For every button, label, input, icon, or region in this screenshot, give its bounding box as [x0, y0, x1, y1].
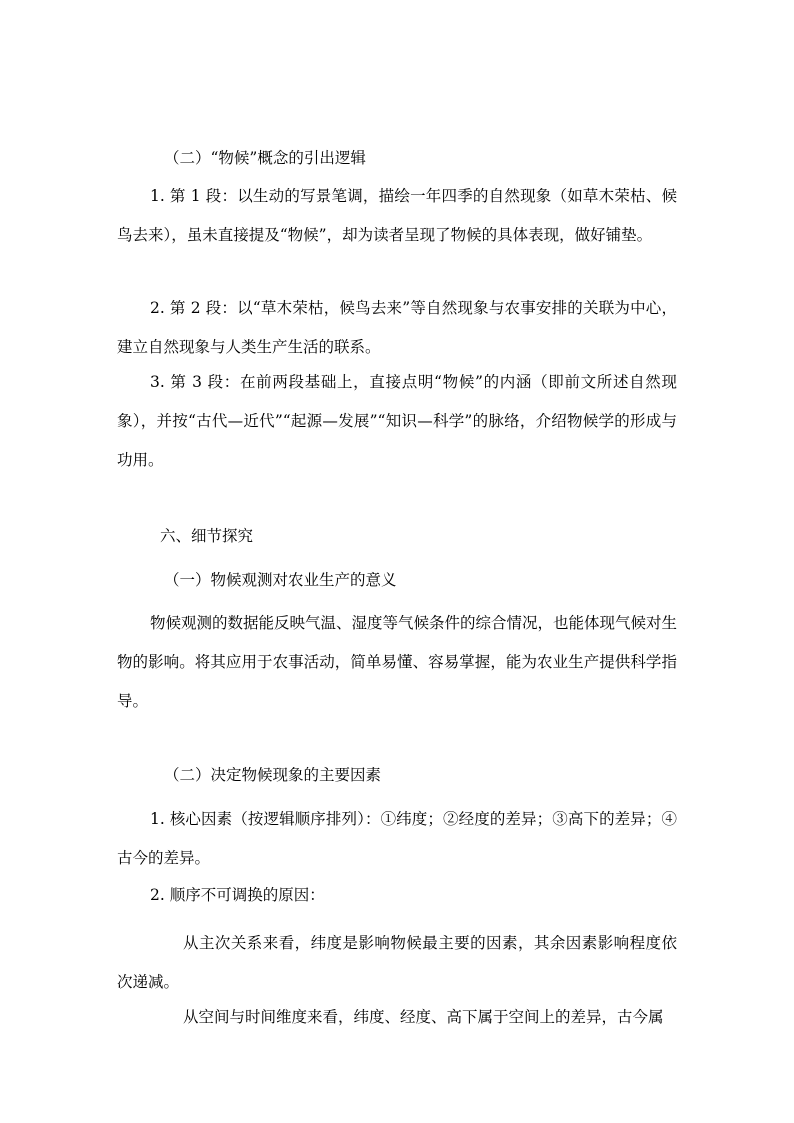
subheading-factors: （二）决定物候现象的主要因素	[164, 766, 382, 784]
factors-item-2: 2. 顺序不可调换的原因：	[150, 886, 325, 904]
concept-item-2: 2. 第 2 段：以“草木荣枯，候鸟去来”等自然现象与农事安排的关联为中心，建立自然现象与人类生产生活的联系。	[117, 299, 677, 356]
section-heading-detail: 六、细节探究	[160, 527, 254, 545]
subheading-significance: （一）物候观测对农业生产的意义	[164, 571, 397, 589]
reason-paragraph-1: 从主次关系来看，纬度是影响物候最主要的因素，其余因素影响程度依次递减。	[117, 934, 677, 991]
concept-item-3: 3. 第 3 段：在前两段基础上，直接点明“物候”的内涵（即前文所述自然现象），并按“古代—近代”“起源—发展”“知识—科学”的脉络，介绍物候学的形成与功用。	[117, 373, 677, 469]
factors-item-1: 1. 核心因素（按逻辑顺序排列）：①纬度；②经度的差异；③高下的差异；④古今的差异。	[117, 810, 677, 867]
significance-paragraph: 物候观测的数据能反映气温、湿度等气候条件的综合情况，也能体现气候对生物的影响。将其应用于农事活动，简单易懂、容易掌握，能为农业生产提供科学指导。	[117, 614, 678, 710]
concept-item-1: 1. 第 1 段：以生动的写景笔调，描绘一年四季的自然现象（如草木荣枯、候鸟去来），虽未直接提及“物候”，却为读者呈现了物候的具体表现，做好铺垫。	[117, 187, 677, 244]
reason-paragraph-2: 从空间与时间维度来看，纬度、经度、高下属于空间上的差异，古今属	[183, 1008, 664, 1026]
section-heading-concept: （二）“物候”概念的引出逻辑	[164, 149, 366, 167]
